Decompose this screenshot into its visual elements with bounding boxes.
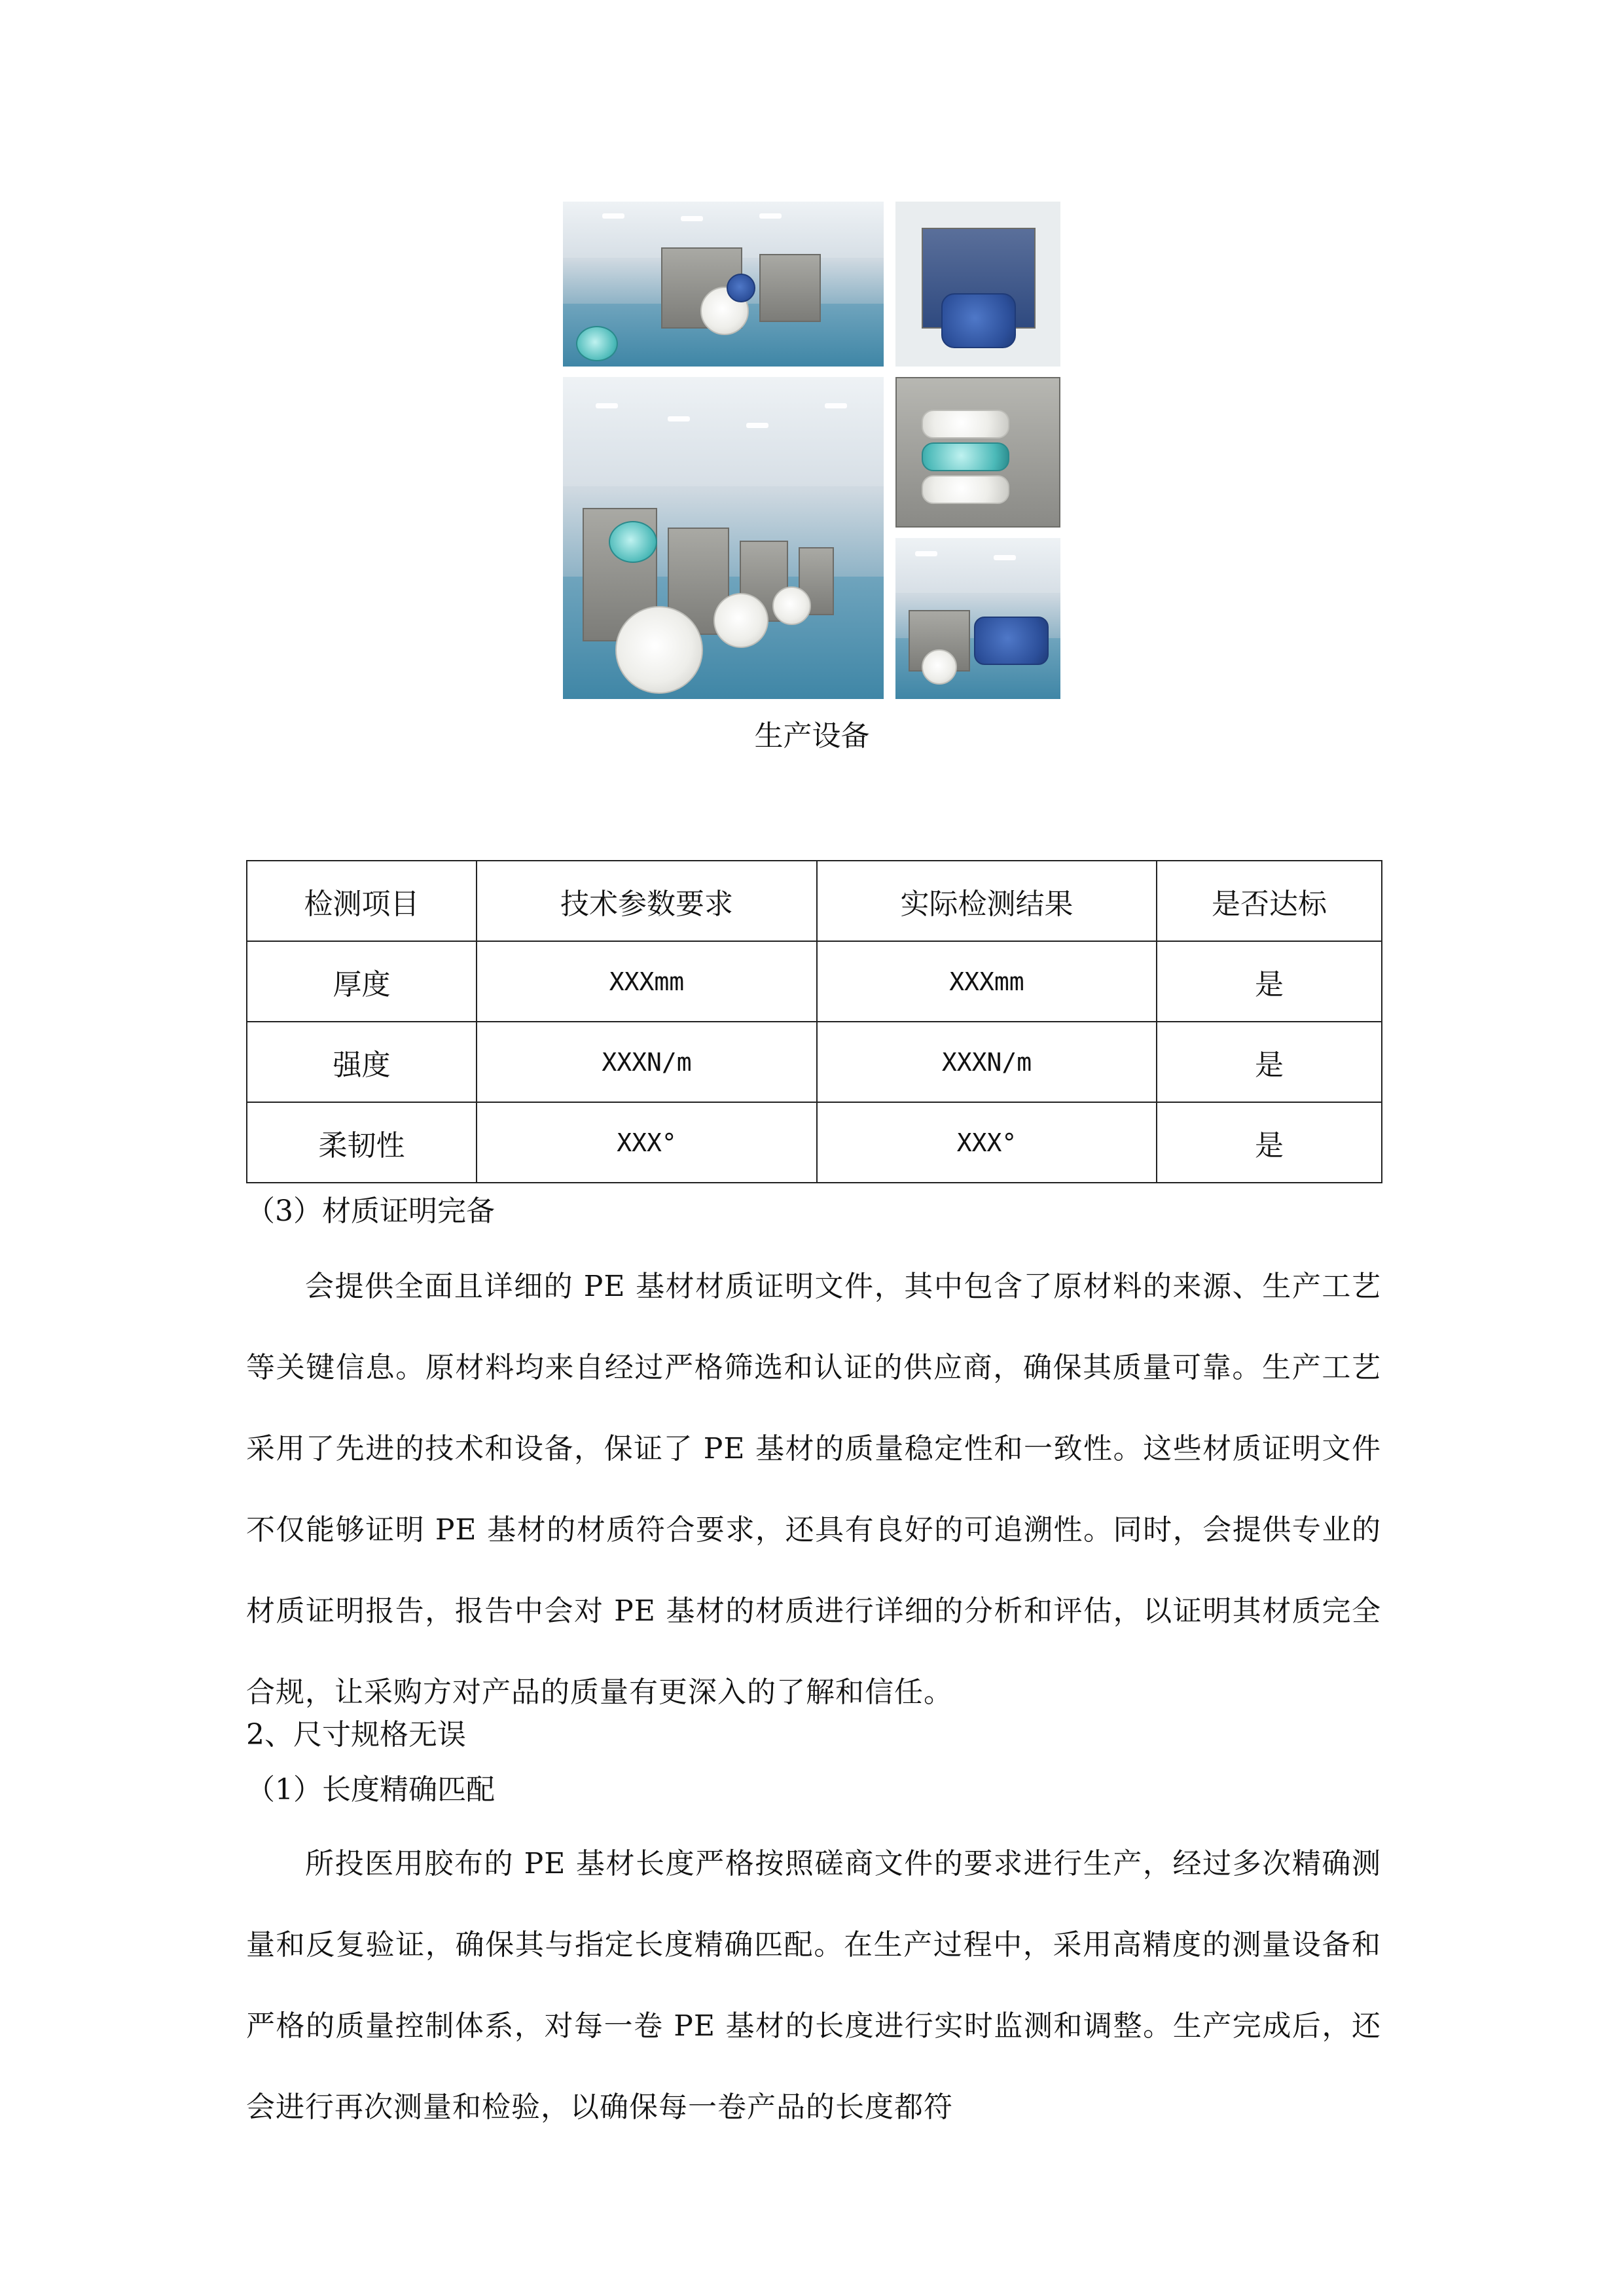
figure-caption: 生产设备 bbox=[754, 719, 870, 753]
inspection-table bbox=[246, 860, 1382, 1183]
table-cell: XXXmm bbox=[477, 941, 817, 1022]
section-2-1-paragraph: 所投医用胶布的 PE 基材长度严格按照磋商文件的要求进行生产，经过多次精确测量和反复验证，确保其与指定长度精确匹配。在生产过程中，采用高精度的测量设备和严格的质量控制体系，对每一卷 PE 基材的长度进行实时监测和调整。生产完成后，还会进行再次测量和检验，以确保每一卷产品的长度都符 bbox=[246, 1847, 1381, 2124]
table-header-cell: 技术参数要求 bbox=[477, 861, 817, 941]
section-3-paragraph: 会提供全面且详细的 PE 基材材质证明文件，其中包含了原材料的来源、生产工艺等关键信息。原材料均来自经过严格筛选和认证的供应商，确保其质量可靠。生产工艺采用了先进的技术和设备，保证了 PE 基材的质量稳定性和一致性。这些材质证明文件不仅能够证明 PE 基材的材质符合要求，还具有良好的可追溯性。同时，会提供专业的材质证明报告，报告中会对 PE 基材的材质进行详细的分析和评估，以证明其材质完全合规，让采购方对产品的质量有更深入的了解和信任。 bbox=[246, 1270, 1381, 1709]
table-row bbox=[247, 1102, 1382, 1183]
table-cell: XXXN/m bbox=[817, 1022, 1157, 1102]
table-cell: 是 bbox=[1157, 1022, 1382, 1102]
table-cell: 强度 bbox=[247, 1022, 477, 1102]
photo-blue-roll-machine bbox=[895, 202, 1060, 367]
section-3-heading: （3）材质证明完备 bbox=[246, 1194, 495, 1228]
table-row bbox=[247, 941, 1382, 1022]
table-cell: XXX° bbox=[477, 1102, 817, 1183]
table-cell: 柔韧性 bbox=[247, 1102, 477, 1183]
section-2-heading: 2、尺寸规格无误 bbox=[246, 1718, 466, 1751]
table-cell: 是 bbox=[1157, 1102, 1382, 1183]
table-header-cell: 检测项目 bbox=[247, 861, 477, 941]
table-header-row bbox=[247, 861, 1382, 941]
table-row bbox=[247, 1022, 1382, 1102]
photo-workshop-blue-rolls bbox=[895, 538, 1060, 699]
photo-workshop-overview bbox=[563, 202, 884, 367]
table-header-cell: 实际检测结果 bbox=[817, 861, 1157, 941]
table-cell: XXX° bbox=[817, 1102, 1157, 1183]
photo-slitting-rollers bbox=[895, 377, 1060, 528]
section-2-1-heading: （1）长度精确匹配 bbox=[246, 1773, 495, 1806]
table-cell: 厚度 bbox=[247, 941, 477, 1022]
photo-production-line-hall bbox=[563, 377, 884, 699]
table-header-cell: 是否达标 bbox=[1157, 861, 1382, 941]
table-cell: XXXN/m bbox=[477, 1022, 817, 1102]
table-cell: XXXmm bbox=[817, 941, 1157, 1022]
table-cell: 是 bbox=[1157, 941, 1382, 1022]
